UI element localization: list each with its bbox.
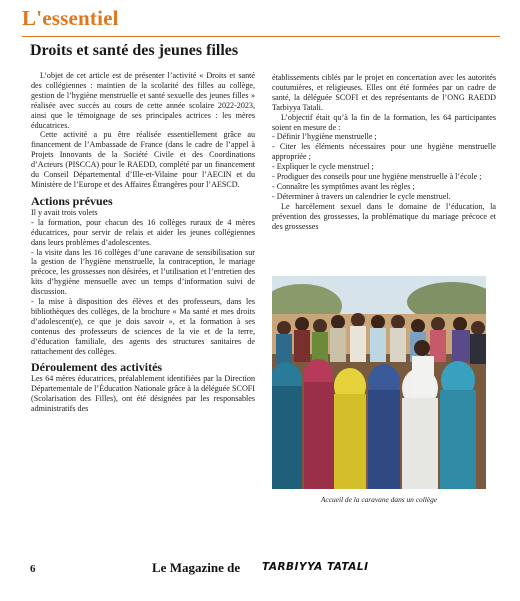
goal-item: - Déterminer à travers un calendrier le cycle menstruel. [272,191,451,201]
section-rule [22,36,500,37]
goal-item: - Prodiguer des conseils pour une hygiène menstruelle à l’école ; [272,172,482,182]
goal-item: - Connaître les symptômes avant les règles ; [272,181,415,191]
objective-paragraph: L’objectif était qu’à la fin de la formation, les 64 participantes soient en mesure de : [272,112,496,132]
goal-item: - Définir l’hygiène menstruelle ; [272,132,377,142]
continuation-paragraph: établissements ciblés par le projet en concertation avec les autorités coutumières, et religieuses. Elles ont été formées par un cadre de santé, la déléguée SCOFI et des représentants de l’ONG RAEDD Tarbiyya Tatali. [272,73,496,112]
deroulement-heading: Déroulement des activités [31,360,163,375]
goal-item: - Citer les éléments nécessaires pour une hygiène menstruelle appropriée ; [272,142,496,162]
goal-item: - Expliquer le cycle menstruel ; [272,162,374,172]
caravan-photo [272,276,486,489]
page-number: 6 [30,563,36,575]
crowd-illustration [272,276,486,489]
section-title: L'essentiel [22,6,119,30]
tarbiyya-tatali-logo: TARBIYYA TATALI [262,561,369,573]
magazine-label: Le Magazine de [152,560,241,575]
left-column [31,71,255,414]
actions-heading: Actions prévues [31,193,113,208]
action-item: - la visite dans les 16 collèges d’une caravane de sensibilisation sur la gestion de l’hygiène menstruelle, la contraception, le mariage précoce, les grossesses non désirées, et l’utilisation et l’entretien des kits d’hygiène mensuelle avec un temps d’information suivi de discussion. [31,247,255,297]
actions-lead: Il y avait trois volets [31,207,98,217]
action-item: - la formation, pour chacun des 16 collèges ruraux de 4 mères éducatrices, pour servir de relais et aider les jeunes collégiennes dans leurs problèmes d’adolescentes. [31,217,255,247]
article-title: Droits et santé des jeunes filles [30,42,239,59]
funding-paragraph: Cette activité a pu être réalisée essentiellement grâce au financement de l’Ambassade de France (dans le cadre de l’appel à Projets Innovants de la Société Civile et des Coordinations d’Acteurs (PISCCA) pour le RAEDD, complété par un financement du Conseil Départemental d’Ille-et-Vilaine pour l’AECIN et du Ministère de l’Europe et des Affaires Étrangères pour l’AESCD. [31,130,255,189]
photo-caption: Accueil de la caravane dans un collège [320,495,438,504]
action-item: - la mise à disposition des élèves et des professeurs, dans les bibliothèques des collèges, de la brochure « Ma santé et mes droits d’adolescent(e), ce que je dois savoir », et la formation à ses contenus des professeurs de sciences de la vie et de la terre, d’éducation familiale, des agents des structures sanitaires de rattachement des collèges. [31,297,255,356]
right-column [272,73,496,232]
deroulement-paragraph: Les 64 mères éducatrices, préalablement identifiées par la Direction Départementale de l’Éducation Nationale grâce à la déléguée SCOFI (Scolarisation des Filles), ont été désignées par les responsables administratifs des [31,374,255,414]
harassment-paragraph: Le harcèlement sexuel dans le domaine de l’éducation, la prévention des grossesses, la problématique du mariage précoce et des grossesses [272,201,496,231]
intro-paragraph: L’objet de cet article est de présenter l’activité « Droits et santé des collégiennes : maintien de la scolarité des filles au collège, gestion de l’hygiène menstruelle et santé sexuelle des jeunes filles » réalisée avec succès au cours de cette année scolaire 2022-2023, ainsi que le témoignage de ses principales actrices : les mères éducatrices. [31,71,255,130]
